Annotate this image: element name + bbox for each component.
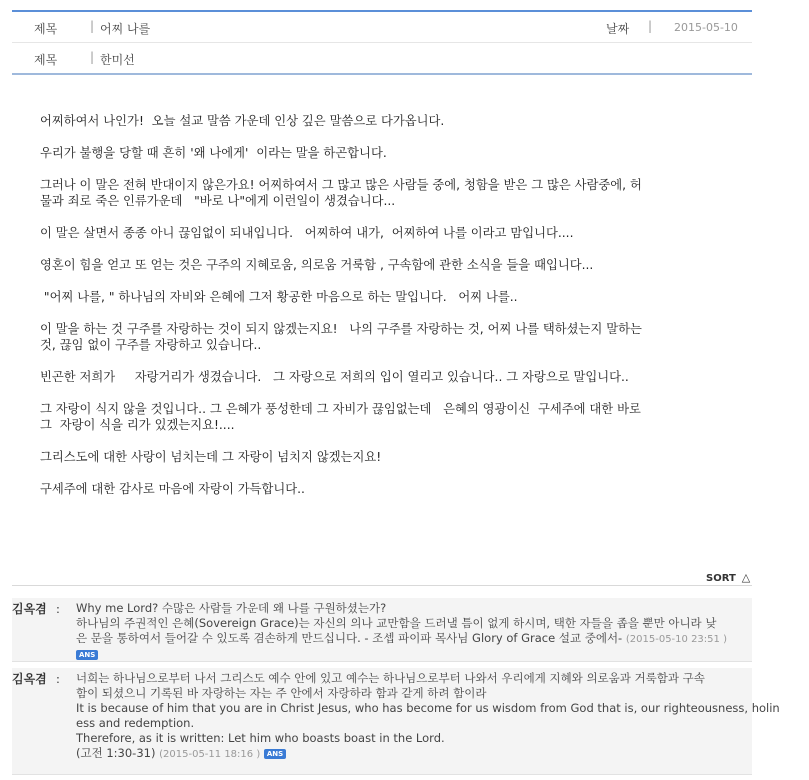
- body-paragraph: 그 자랑이 식지 않을 것입니다.. 그 은혜가 풍성한데 그 자비가 끊임없는데 은혜의 영광이신 구세주에 대한 바로 그 자랑이 식을 리가 있겠는지요!....: [40, 402, 641, 432]
- comment-text: [76, 601, 752, 662]
- body-paragraph: 빈곤한 저희가 자랑거리가 생겼습니다. 그 자랑으로 저희의 입이 열리고 있습니다.. 그 자랑으로 말입니다..: [40, 370, 629, 384]
- comment-author: 김옥겸: [12, 602, 47, 616]
- comment-line: [76, 631, 752, 647]
- comment-line: Why me Lord? 수많은 사람들 가운데 왜 나를 구원하셨는가?: [76, 601, 387, 615]
- author-label: 제목: [34, 53, 58, 67]
- body-paragraph: 우리가 불행을 당할 때 흔히 '왜 나에게' 이라는 말을 하곤합니다.: [40, 146, 387, 160]
- comment-reference: (고전 1:30-31): [76, 746, 156, 760]
- sort-label: SORT: [706, 573, 736, 584]
- comment-line: It is because of him that you are in Christ Jesus, who has become for us wisdom from God that is, our righteousness, holin: [76, 701, 780, 715]
- title-label: 제목: [34, 22, 58, 36]
- comment-line: 함이 되셨으니 기록된 바 자랑하는 자는 주 안에서 자랑하라 함과 같게 하려 함이라: [76, 686, 487, 700]
- body-paragraph: 영혼이 힘을 얻고 또 얻는 것은 구주의 지혜로움, 의로움 거룩함 , 구속함에 관한 소식을 들을 때입니다...: [40, 258, 594, 272]
- title-separator: |: [90, 19, 95, 33]
- comment-date: (2015-05-11 18:16 ): [159, 749, 261, 760]
- comments-divider: [12, 585, 752, 586]
- post-date: 2015-05-10: [674, 21, 738, 34]
- title-row: [12, 12, 752, 43]
- sort-triangle-icon: △: [741, 571, 751, 584]
- post-author: 한미선: [100, 53, 135, 67]
- body-paragraph: 이 말은 살면서 종종 아니 끊임없이 되내입니다. 어찌하여 내가, 어찌하여 나를 이라고 맘입니다....: [40, 226, 574, 240]
- comment-line: Therefore, as it is written: Let him who boasts boast in the Lord.: [76, 731, 445, 745]
- body-paragraph: 그러나 이 말은 전혀 반대이지 않은가요! 어찌하여서 그 많고 많은 사람들 중에, 청함을 받은 그 많은 사람중에, 허 물과 죄로 죽은 인류가운데 "바로 나"에게 이런일이 생겼습니다...: [40, 178, 642, 208]
- comment-text: [76, 671, 780, 762]
- date-label: 날짜: [606, 22, 630, 36]
- body-paragraph: "어찌 나를, " 하나님의 자비와 은혜에 그저 황공한 마음으로 하는 말입니다. 어찌 나를..: [40, 290, 518, 304]
- comment-line: ess and redemption.: [76, 716, 195, 730]
- body-paragraph: 구세주에 대한 감사로 마음에 자랑이 가득합니다..: [40, 482, 305, 496]
- post-title: 어찌 나를: [100, 22, 151, 36]
- sort-button[interactable]: [706, 571, 750, 584]
- answer-button[interactable]: ANS: [264, 749, 286, 759]
- post-body: [40, 113, 730, 513]
- body-paragraph: 그리스도에 대한 사랑이 넘치는데 그 자랑이 넘치지 않겠는지요!: [40, 450, 382, 464]
- comment-author: 김옥겸: [12, 672, 47, 686]
- author-row: [12, 43, 752, 75]
- comment-line-text: 은 문을 통하여서 들어갈 수 있도록 겸손하게 만드십니다. - 조셉 파이파 목사님 Glory of Grace 설교 중에서-: [76, 631, 623, 645]
- comment-colon: :: [56, 602, 60, 616]
- comment-date: (2015-05-10 23:51 ): [625, 634, 727, 645]
- answer-button[interactable]: ANS: [76, 650, 98, 660]
- body-paragraph: 어찌하여서 나인가! 오늘 설교 말씀 가운데 인상 깊은 말씀으로 다가옵니다.: [40, 114, 445, 128]
- comment-line: 너희는 하나님으로부터 나서 그리스도 예수 안에 있고 예수는 하나님으로부터 나와서 우리에게 지혜와 의로움과 거룩함과 구속: [76, 671, 705, 685]
- comment-line: 하나님의 주권적인 은혜(Sovereign Grace)는 자신의 의나 교만함을 드러낼 틈이 없게 하시며, 택한 자들을 좁을 뿐만 아니라 낮: [76, 616, 717, 630]
- comment-colon: :: [56, 672, 60, 686]
- comment-item: [12, 668, 780, 775]
- comment-item: [12, 598, 752, 662]
- comment-line: [76, 746, 752, 762]
- body-paragraph: 이 말을 하는 것 구주를 자랑하는 것이 되지 않겠는지요! 나의 구주를 자랑하는 것, 어찌 나를 택하셨는지 말하는 것, 끊임 없이 구주를 자랑하고 있습니다..: [40, 322, 642, 352]
- date-separator: |: [648, 19, 653, 33]
- author-separator: |: [90, 50, 95, 64]
